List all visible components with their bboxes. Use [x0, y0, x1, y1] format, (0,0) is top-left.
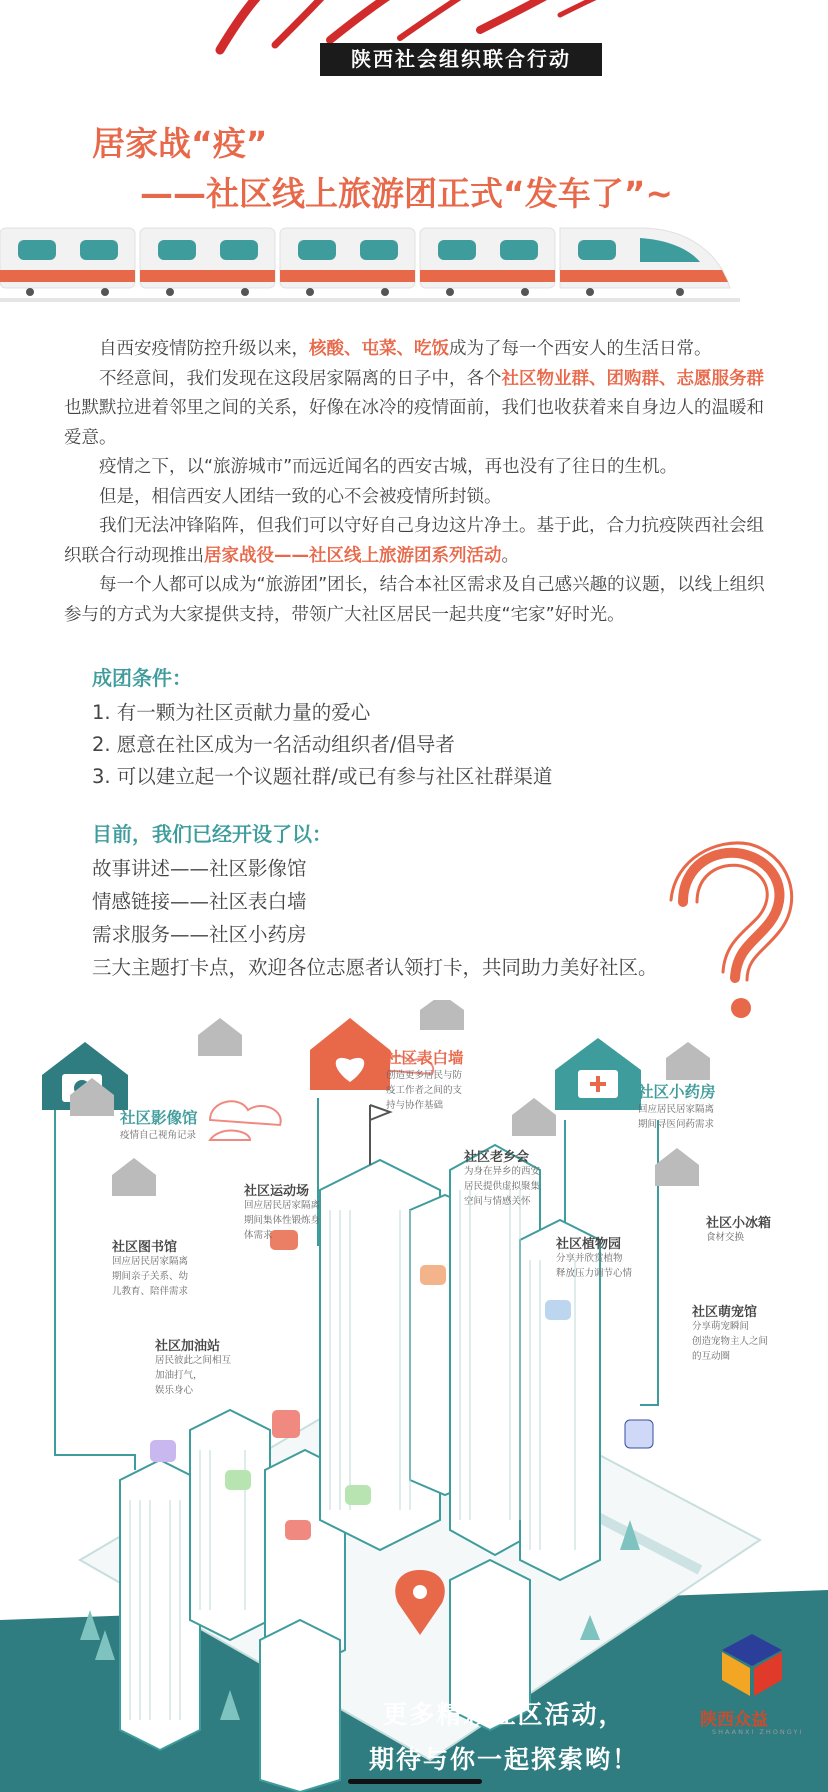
label-imaging-desc: 疫情自己视角记录: [120, 1130, 197, 1141]
label-confession-desc: 创造更多居民与防 疫工作者之间的支 持与协作基础: [386, 1070, 463, 1111]
label-hometown-desc: 为身在异乡的西安 居民提供虚拟聚集 空间与情感关怀: [464, 1166, 541, 1207]
shaanxi-zhongyi-logo: [712, 1630, 792, 1700]
intro-paragraph-1: 自西安疫情防控升级以来，核酸、屯菜、吃饭成为了每一个西安人的生活日常。: [99, 339, 712, 359]
opened-item: 故事讲述——社区影像馆: [92, 857, 307, 880]
label-pharmacy-desc: 回应居民居家隔离 期间寻医问药需求: [638, 1104, 715, 1130]
footer-line2: 期待与你一起探索哟！: [368, 1745, 639, 1774]
logo-subtext: SHAANXI ZHONGYI: [712, 1728, 804, 1736]
label-pets-title: 社区萌宠馆: [692, 1305, 758, 1320]
label-fridge-title: 社区小冰箱: [706, 1216, 772, 1231]
headline-line2: ——社区线上旅游团正式“发车了”~: [140, 174, 674, 213]
label-gas-title: 社区加油站: [155, 1339, 221, 1354]
campaign-badge: 陕西社会组织联合行动: [320, 43, 602, 76]
home-indicator[interactable]: [348, 1779, 482, 1784]
intro-paragraph-4: 但是，相信西安人团结一致的心不会被疫情所封锁。: [99, 486, 502, 507]
label-hometown-title: 社区老乡会: [464, 1150, 530, 1165]
headline-line1: 居家战“疫”: [92, 124, 268, 163]
condition-item: 1. 有一颗为社区贡献力量的爱心: [92, 701, 371, 724]
condition-item: 3. 可以建立起一个议题社群/或已有参与社区社群渠道: [92, 765, 553, 788]
train-illustration: [0, 210, 828, 310]
label-plants-desc: 分享并欣赏植物 释放压力调节心情: [556, 1253, 633, 1279]
intro-paragraph-3: 疫情之下，以“旅游城市”而远近闻名的西安古城，再也没有了往日的生机。: [99, 457, 678, 477]
label-imaging-title: 社区影像馆: [120, 1109, 198, 1127]
label-pharmacy-title: 社区小药房: [638, 1083, 716, 1101]
label-library-desc: 回应居民居家隔离 期间亲子关系、幼 儿教育、陪伴需求: [112, 1256, 189, 1297]
label-sports-desc: 回应居民居家隔离 期间集体性锻炼身 体需求: [244, 1200, 321, 1241]
label-pets-desc: 分享萌宠瞬间 创造宠物主人之间 的互动圈: [692, 1321, 769, 1362]
label-confession-title: 社区表白墙: [386, 1049, 464, 1067]
intro-paragraph-2: 不经意间，我们发现在这段居家隔离的日子中，各个社区物业群、团购群、志愿服务群也默默拉进着邻里之间的关系，好像在冰冷的疫情面前，我们也收获着来自身边人的温暖和爱意。: [64, 368, 764, 448]
label-gas-desc: 居民彼此之间相互 加油打气， 娱乐身心: [155, 1355, 232, 1396]
label-library-title: 社区图书馆: [112, 1240, 178, 1255]
condition-item: 2. 愿意在社区成为一名活动组织者/倡导者: [92, 733, 455, 756]
label-plants-title: 社区植物园: [556, 1237, 622, 1252]
opened-heading: 目前，我们已经开设了以：: [92, 822, 332, 846]
opened-item: 需求服务——社区小药房: [92, 923, 307, 946]
logo-text: 陕西众益: [700, 1710, 768, 1730]
intro-text: [64, 335, 774, 630]
label-fridge-desc: 食材交换: [706, 1232, 745, 1243]
opened-item: 三大主题打卡点，欢迎各位志愿者认领打卡，共同助力美好社区。: [92, 956, 658, 979]
conditions-heading: 成团条件：: [92, 666, 192, 690]
label-sports-title: 社区运动场: [244, 1184, 310, 1199]
footer-line1: 更多精彩社区活动，: [382, 1700, 626, 1729]
intro-paragraph-6: 每一个人都可以成为“旅游团”团长，结合本社区需求及自己感兴趣的议题，以线上组织参与的方式为大家提供支持，带领广大社区居民一起共度“宅家”好时光。: [64, 575, 765, 625]
intro-paragraph-5: 我们无法冲锋陷阵，但我们可以守好自己身边这片净土。基于此，合力抗疫陕西社会组织联合行动现推出居家战役——社区线上旅游团系列活动。: [64, 516, 764, 566]
opened-item: 情感链接——社区表白墙: [92, 890, 307, 913]
